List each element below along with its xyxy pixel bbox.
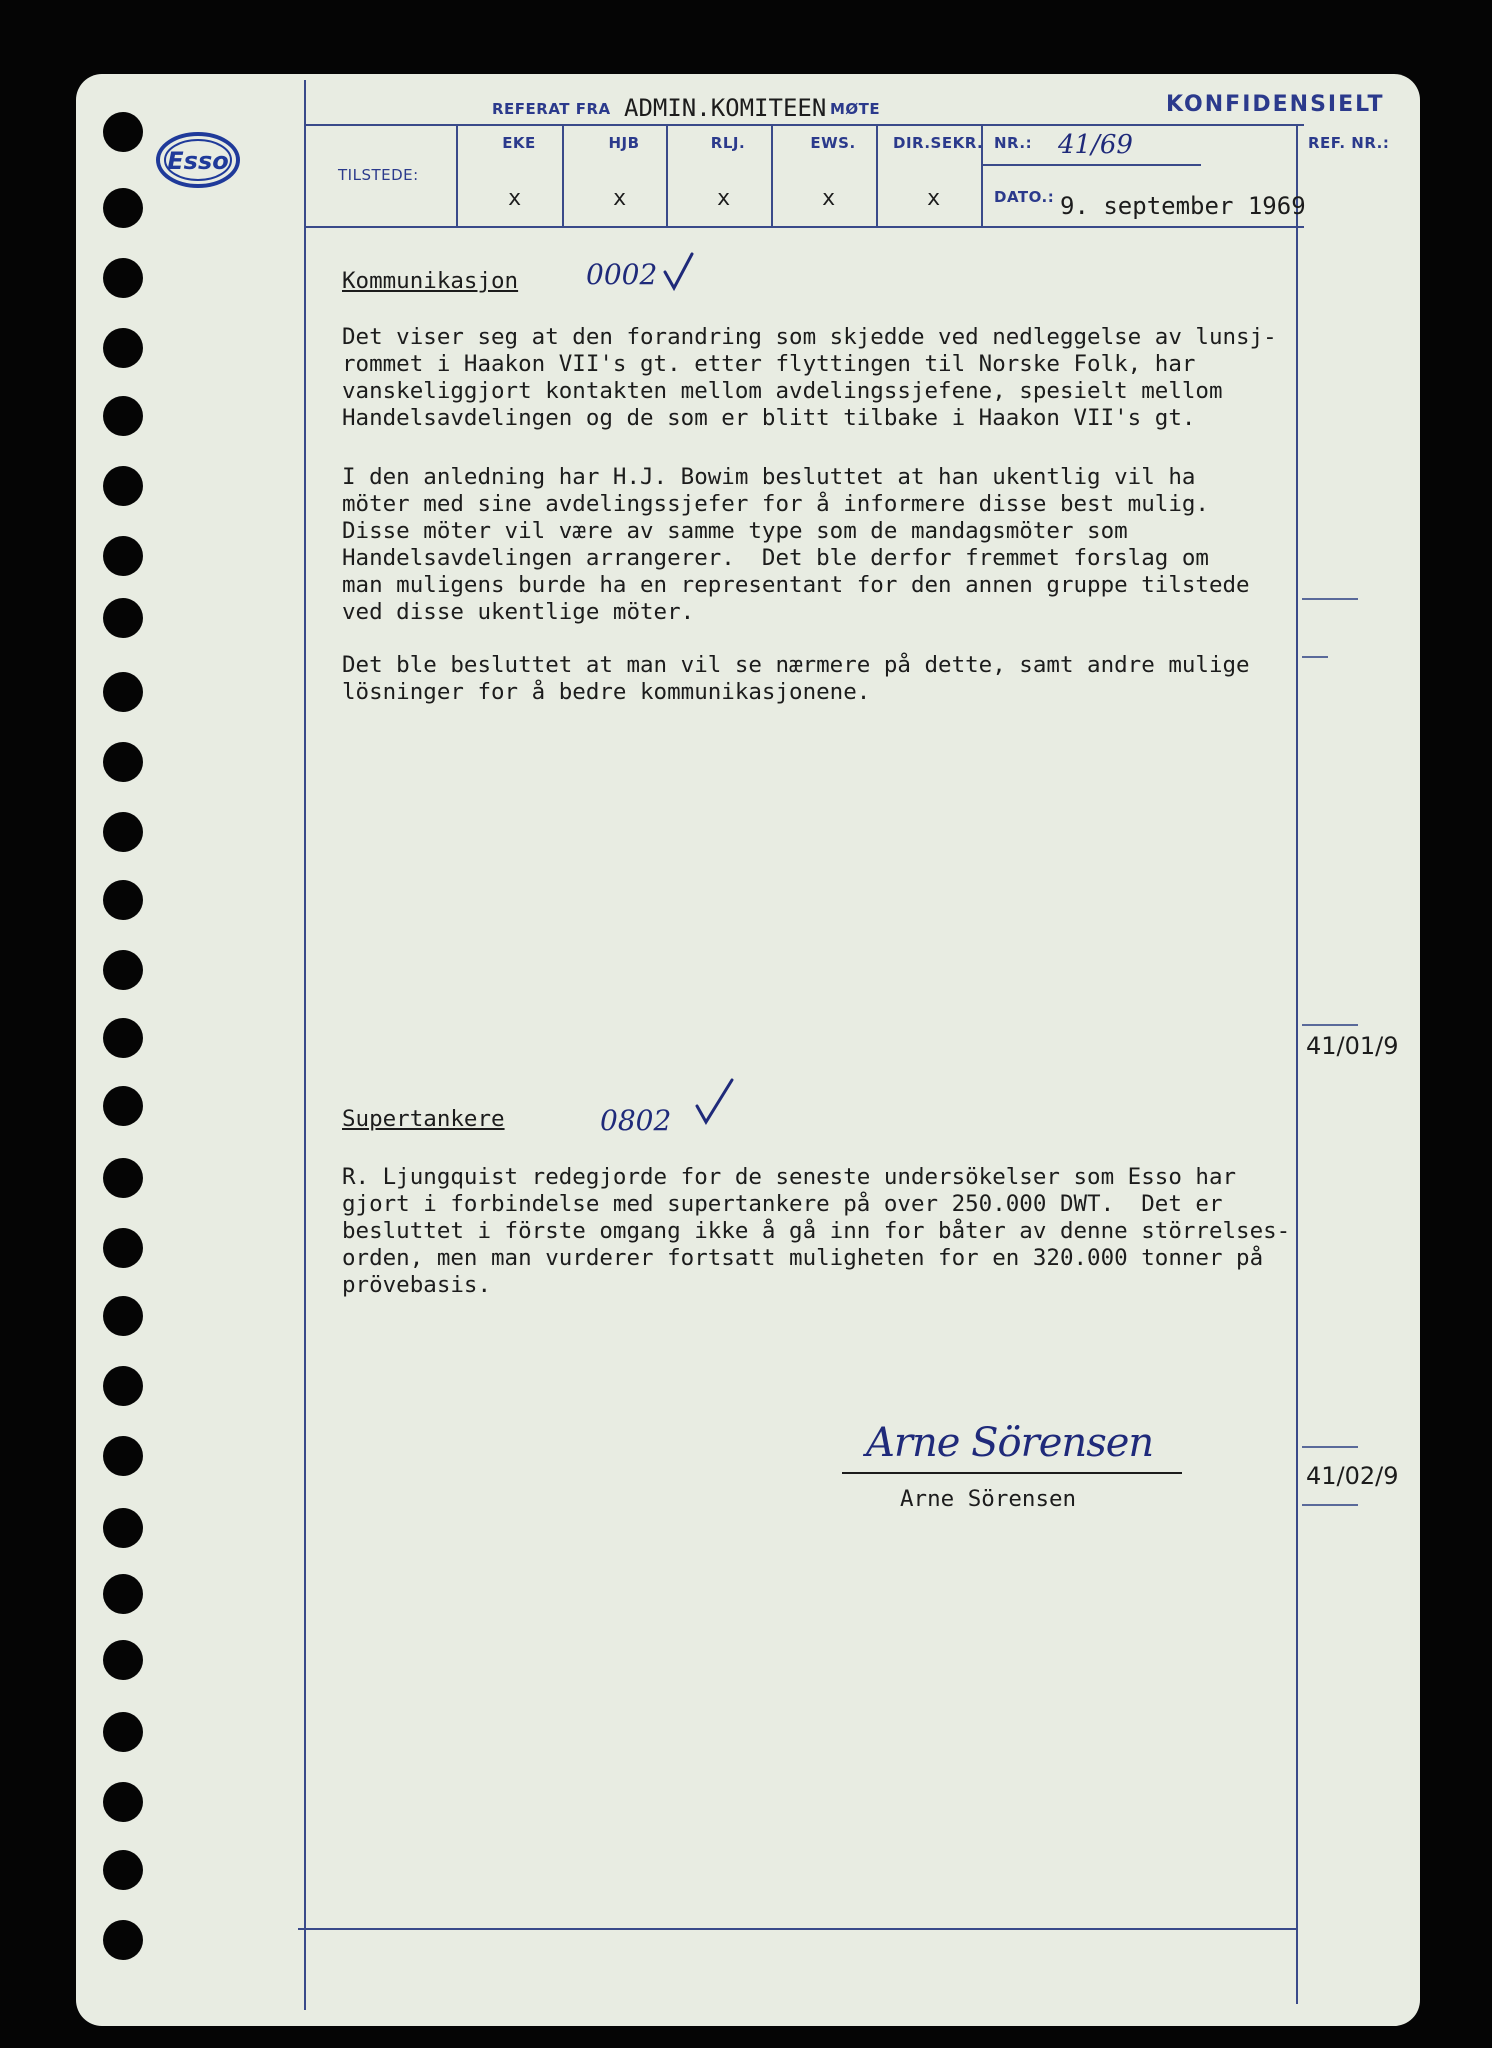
margin-mark xyxy=(1302,656,1328,658)
punch-hole xyxy=(103,1018,143,1058)
ref-number-1: 41/01/9 xyxy=(1306,1032,1399,1060)
margin-mark xyxy=(1302,598,1358,600)
punch-hole xyxy=(103,1086,143,1126)
dato-value: 9. september 1969 xyxy=(1060,192,1306,220)
checkmark-icon xyxy=(694,1078,736,1128)
attendance-mark: x xyxy=(927,186,941,211)
margin-mark xyxy=(1302,1024,1358,1026)
punch-hole xyxy=(103,812,143,852)
attendee-code: HJB xyxy=(608,134,640,152)
handwritten-code-1: 0002 xyxy=(586,258,658,291)
punch-hole xyxy=(103,188,143,228)
margin-mark xyxy=(1302,1504,1358,1506)
punch-hole xyxy=(103,1296,143,1336)
paragraph: R. Ljungquist redegjorde for de seneste undersökelser som Esso har gjort i forbindelse med supertankere på over 250.000 DWT. Det er besluttet i förste omgang ikke å gå inn for båter av denne störrelses- orden, men man vurderer fortsatt muligheten for en 320.000 tonner på prövebasis. xyxy=(342,1164,1291,1298)
tilstede-label: TILSTEDE: xyxy=(338,166,419,184)
punch-hole xyxy=(103,950,143,990)
attendance-mark: x xyxy=(613,186,627,211)
signatory-name: Arne Sörensen xyxy=(900,1486,1077,1512)
punch-hole xyxy=(103,598,143,638)
punch-hole xyxy=(103,258,143,298)
esso-logo-text: Esso xyxy=(167,147,229,175)
confidential-label: KONFIDENSIELT xyxy=(1166,92,1385,117)
paragraph: Det ble besluttet at man vil se nærmere på dette, samt andre mulige lösninger for å bedre kommunikasjonene. xyxy=(342,652,1250,705)
punch-hole xyxy=(103,1640,143,1680)
attendance-mark: x xyxy=(822,186,836,211)
punch-hole xyxy=(103,328,143,368)
punch-hole xyxy=(103,1782,143,1822)
punch-hole xyxy=(103,880,143,920)
punch-hole xyxy=(103,1508,143,1548)
attendance-mark: x xyxy=(508,186,522,211)
attendance-mark: x xyxy=(717,186,731,211)
attendee-code: RLJ. xyxy=(710,134,746,152)
referat-value: ADMIN.KOMITEEN xyxy=(624,94,827,122)
punch-hole xyxy=(103,466,143,506)
mote-label: MØTE xyxy=(830,100,881,118)
header-bottom-line xyxy=(304,226,1304,228)
punch-hole xyxy=(103,1436,143,1476)
bottom-line xyxy=(298,1928,1298,1930)
margin-mark xyxy=(1302,1446,1358,1448)
nr-value: 41/69 xyxy=(1058,130,1133,160)
punch-hole xyxy=(103,672,143,712)
attendee-code: EWS. xyxy=(810,134,856,152)
handwritten-signature: Arne Sörensen xyxy=(866,1420,1154,1466)
punch-hole xyxy=(103,1228,143,1268)
ref-number-2: 41/02/9 xyxy=(1306,1462,1399,1490)
checkmark-icon xyxy=(662,252,696,292)
signature-line xyxy=(842,1472,1182,1474)
esso-logo xyxy=(156,132,240,188)
paragraph: Det viser seg at den forandring som skjedde ved nedleggelse av lunsj- rommet i Haakon VII's gt. etter flyttingen til Norske Folk, har vanskeliggjort kontakten mellom avdelingssjefene, spesielt mellom Handelsavdelingen og de som er blitt tilbake i Haakon VII's gt. xyxy=(342,324,1277,431)
nr-label: NR.: xyxy=(994,134,1033,152)
document-sheet xyxy=(76,74,1420,2026)
punch-hole xyxy=(103,112,143,152)
attendee-code: DIR.SEKR. xyxy=(893,134,984,152)
section-title-kommunikasjon: Kommunikasjon xyxy=(342,268,519,294)
col-divider xyxy=(456,124,458,226)
left-margin-line xyxy=(304,80,306,2010)
nr-underline xyxy=(981,164,1201,166)
dato-label: DATO.: xyxy=(994,188,1055,206)
punch-hole xyxy=(103,1920,143,1960)
punch-hole xyxy=(103,396,143,436)
section-title-supertankere: Supertankere xyxy=(342,1106,505,1132)
punch-hole xyxy=(103,536,143,576)
punch-hole xyxy=(103,1158,143,1198)
attendee-code: EKE xyxy=(502,134,536,152)
ref-nr-label: REF. NR.: xyxy=(1308,134,1390,152)
punch-hole xyxy=(103,1712,143,1752)
paragraph: I den anledning har H.J. Bowim besluttet at han ukentlig vil ha möter med sine avdelingssjefer for å informere disse best mulig. Disse möter vil være av samme type som de mandagsmöter som Handelsavdelingen arrangerer. Det ble derfor fremmet forslag om man muligens burde ha en representant for den annen gruppe tilstede ved disse ukentlige möter. xyxy=(342,464,1250,625)
handwritten-code-2: 0802 xyxy=(600,1104,672,1137)
referat-label: REFERAT FRA xyxy=(492,100,611,118)
punch-hole xyxy=(103,1574,143,1614)
punch-hole xyxy=(103,1366,143,1406)
header-top-line xyxy=(304,124,1304,126)
punch-hole xyxy=(103,742,143,782)
punch-hole xyxy=(103,1850,143,1890)
